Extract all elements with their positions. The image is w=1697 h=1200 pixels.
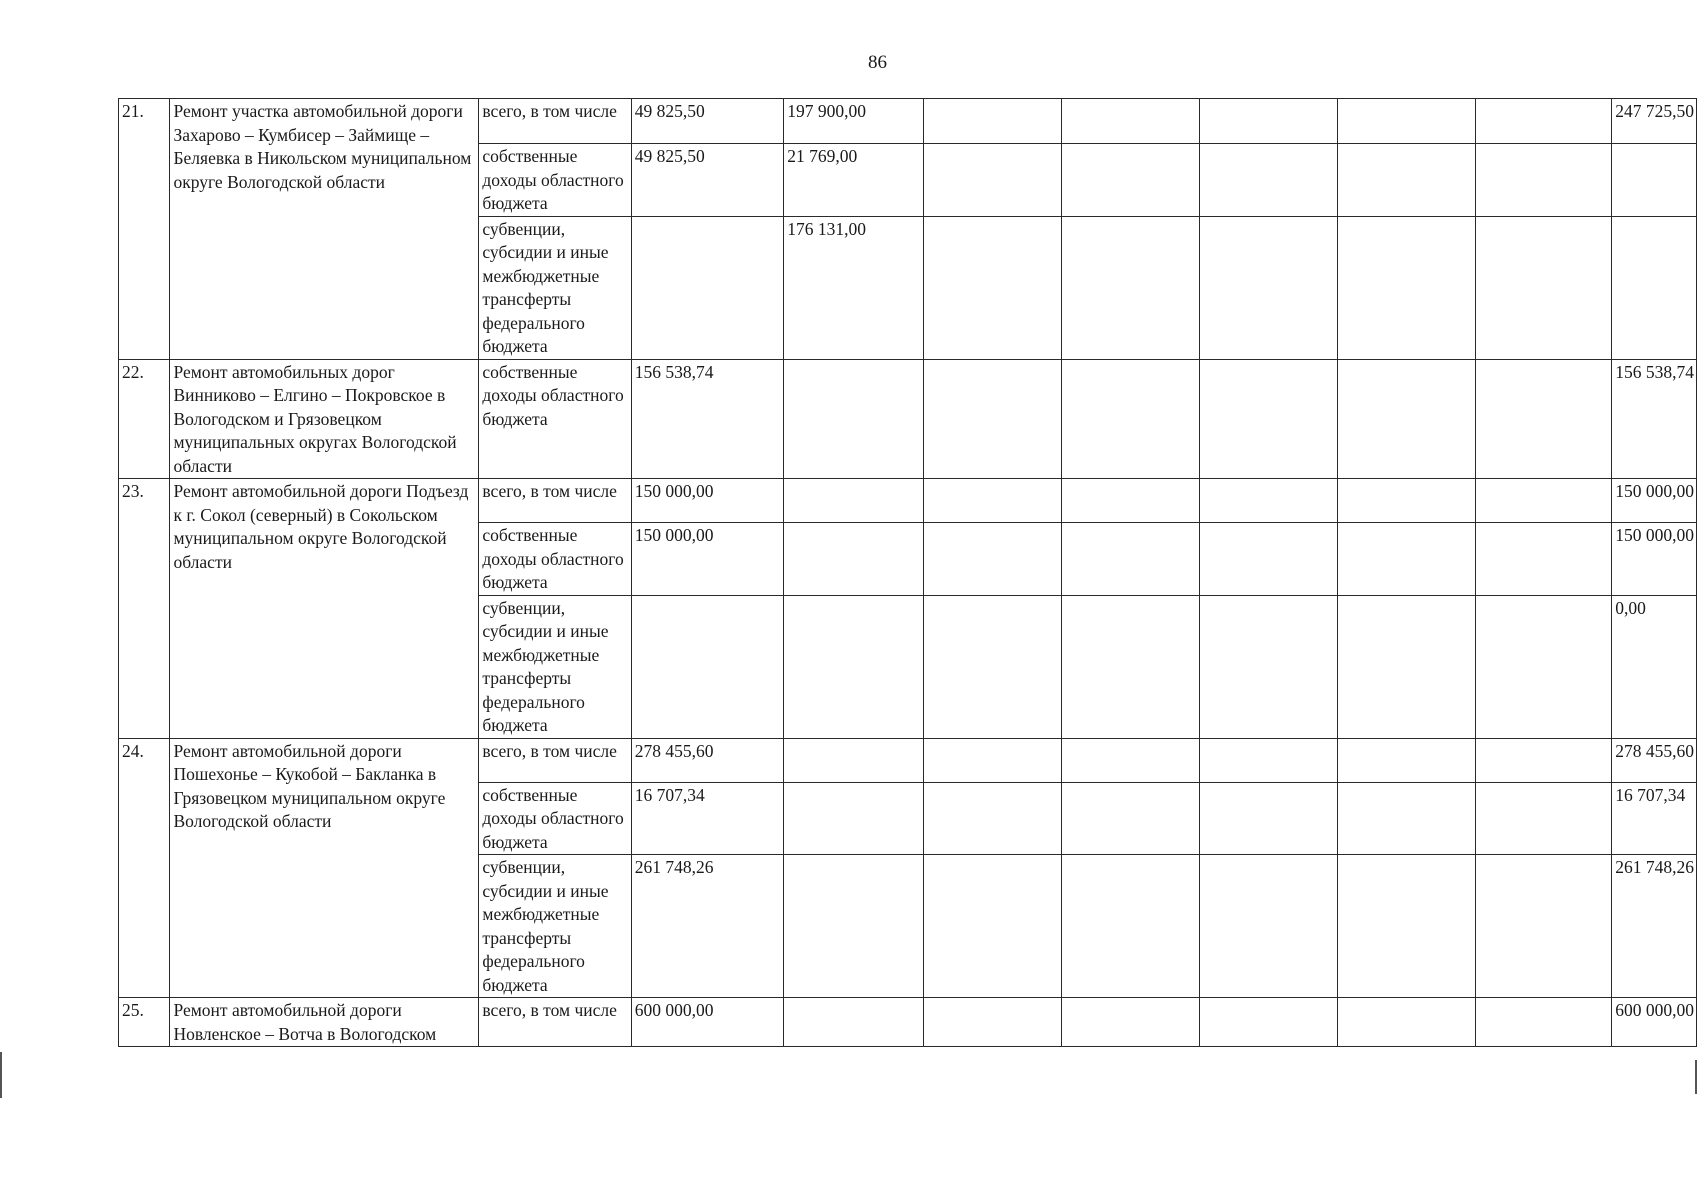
year-amount: 261 748,26 [631,855,783,998]
year-amount [1061,144,1199,217]
total-amount: 278 455,60 [1612,738,1697,782]
year-amount [1476,855,1612,998]
year-amount [1338,359,1476,479]
year-amount [1476,738,1612,782]
year-amount: 197 900,00 [784,99,924,144]
year-amount [923,738,1061,782]
table-row [119,738,1697,782]
year-amount [1200,998,1338,1047]
total-amount: 16 707,34 [1612,782,1697,855]
year-amount [784,998,924,1047]
year-amount [1200,359,1338,479]
year-amount [923,782,1061,855]
funding-source: собственные доходы областного бюджета [479,144,631,217]
year-amount [1338,144,1476,217]
total-amount [1612,144,1697,217]
year-amount [631,595,783,738]
row-number: 22. [119,359,170,479]
total-amount: 150 000,00 [1612,479,1697,523]
funding-source: всего, в том числе [479,99,631,144]
year-amount [1476,998,1612,1047]
year-amount [1338,998,1476,1047]
year-amount: 49 825,50 [631,99,783,144]
year-amount [1200,738,1338,782]
table-row [119,479,1697,523]
funding-source: собственные доходы областного бюджета [479,782,631,855]
row-number: 25. [119,998,170,1047]
year-amount [784,523,924,596]
year-amount [1476,216,1612,359]
year-amount [1061,479,1199,523]
year-amount [1476,359,1612,479]
year-amount [1476,595,1612,738]
total-amount: 156 538,74 [1612,359,1697,479]
year-amount: 21 769,00 [784,144,924,217]
year-amount [923,855,1061,998]
year-amount: 16 707,34 [631,782,783,855]
year-amount [923,99,1061,144]
year-amount [923,144,1061,217]
row-number: 23. [119,479,170,739]
funding-source: всего, в том числе [479,738,631,782]
year-amount [1338,855,1476,998]
year-amount [1200,855,1338,998]
year-amount [1476,144,1612,217]
year-amount [1200,216,1338,359]
budget-table [118,98,1697,1047]
funding-source: собственные доходы областного бюджета [479,359,631,479]
year-amount [1338,523,1476,596]
year-amount [1476,479,1612,523]
year-amount [1200,144,1338,217]
funding-source: всего, в том числе [479,998,631,1047]
year-amount [1061,782,1199,855]
year-amount [923,523,1061,596]
row-number: 21. [119,99,170,360]
year-amount [1338,99,1476,144]
year-amount [923,595,1061,738]
year-amount [1338,782,1476,855]
funding-source: всего, в том числе [479,479,631,523]
total-amount: 0,00 [1612,595,1697,738]
year-amount [1061,216,1199,359]
year-amount [784,855,924,998]
year-amount: 176 131,00 [784,216,924,359]
project-name: Ремонт автомобильной дороги Подъезд к г. Сокол (северный) в Сокольском муниципальном округе Вологодской области [170,479,479,739]
year-amount [1200,595,1338,738]
year-amount [923,216,1061,359]
year-amount [1061,738,1199,782]
total-amount: 261 748,26 [1612,855,1697,998]
year-amount [784,479,924,523]
table-row [119,359,1697,479]
year-amount [1476,99,1612,144]
year-amount [1061,99,1199,144]
year-amount: 49 825,50 [631,144,783,217]
scan-mark-left [0,1052,2,1098]
year-amount [1200,479,1338,523]
project-name: Ремонт автомобильной дороги Новленское – Вотча в Вологодском [170,998,479,1047]
year-amount [923,479,1061,523]
funding-source: собственные доходы областного бюджета [479,523,631,596]
project-name: Ремонт участка автомобильной дороги Захарово – Кумбисер – Займище – Беляевка в Никольском муниципальном округе Вологодской области [170,99,479,360]
year-amount [1061,523,1199,596]
table-body [119,99,1697,1047]
total-amount: 150 000,00 [1612,523,1697,596]
year-amount: 156 538,74 [631,359,783,479]
year-amount [923,998,1061,1047]
row-number: 24. [119,738,170,998]
year-amount [631,216,783,359]
year-amount [1476,523,1612,596]
year-amount [1061,359,1199,479]
project-name: Ремонт автомобильных дорог Винниково – Елгино – Покровское в Вологодском и Грязовецком муниципальных округах Вологодской области [170,359,479,479]
year-amount: 150 000,00 [631,479,783,523]
year-amount [923,359,1061,479]
year-amount [784,782,924,855]
funding-source: субвенции, субсидии и иные межбюджетные трансферты федерального бюджета [479,855,631,998]
funding-source: субвенции, субсидии и иные межбюджетные трансферты федерального бюджета [479,216,631,359]
total-amount [1612,216,1697,359]
year-amount [1476,782,1612,855]
year-amount [1061,998,1199,1047]
table-row [119,998,1697,1047]
year-amount [1338,479,1476,523]
year-amount [784,595,924,738]
year-amount [784,359,924,479]
year-amount [1061,855,1199,998]
year-amount [784,738,924,782]
table-row [119,99,1697,144]
page-number: 86 [868,52,887,73]
year-amount [1061,595,1199,738]
year-amount: 150 000,00 [631,523,783,596]
total-amount: 247 725,50 [1612,99,1697,144]
project-name: Ремонт автомобильной дороги Пошехонье – Кукобой – Бакланка в Грязовецком муниципальном округе Вологодской области [170,738,479,998]
total-amount: 600 000,00 [1612,998,1697,1047]
year-amount [1200,782,1338,855]
year-amount [1338,216,1476,359]
year-amount [1338,738,1476,782]
year-amount [1338,595,1476,738]
year-amount [1200,99,1338,144]
year-amount: 278 455,60 [631,738,783,782]
year-amount [1200,523,1338,596]
funding-source: субвенции, субсидии и иные межбюджетные трансферты федерального бюджета [479,595,631,738]
year-amount: 600 000,00 [631,998,783,1047]
